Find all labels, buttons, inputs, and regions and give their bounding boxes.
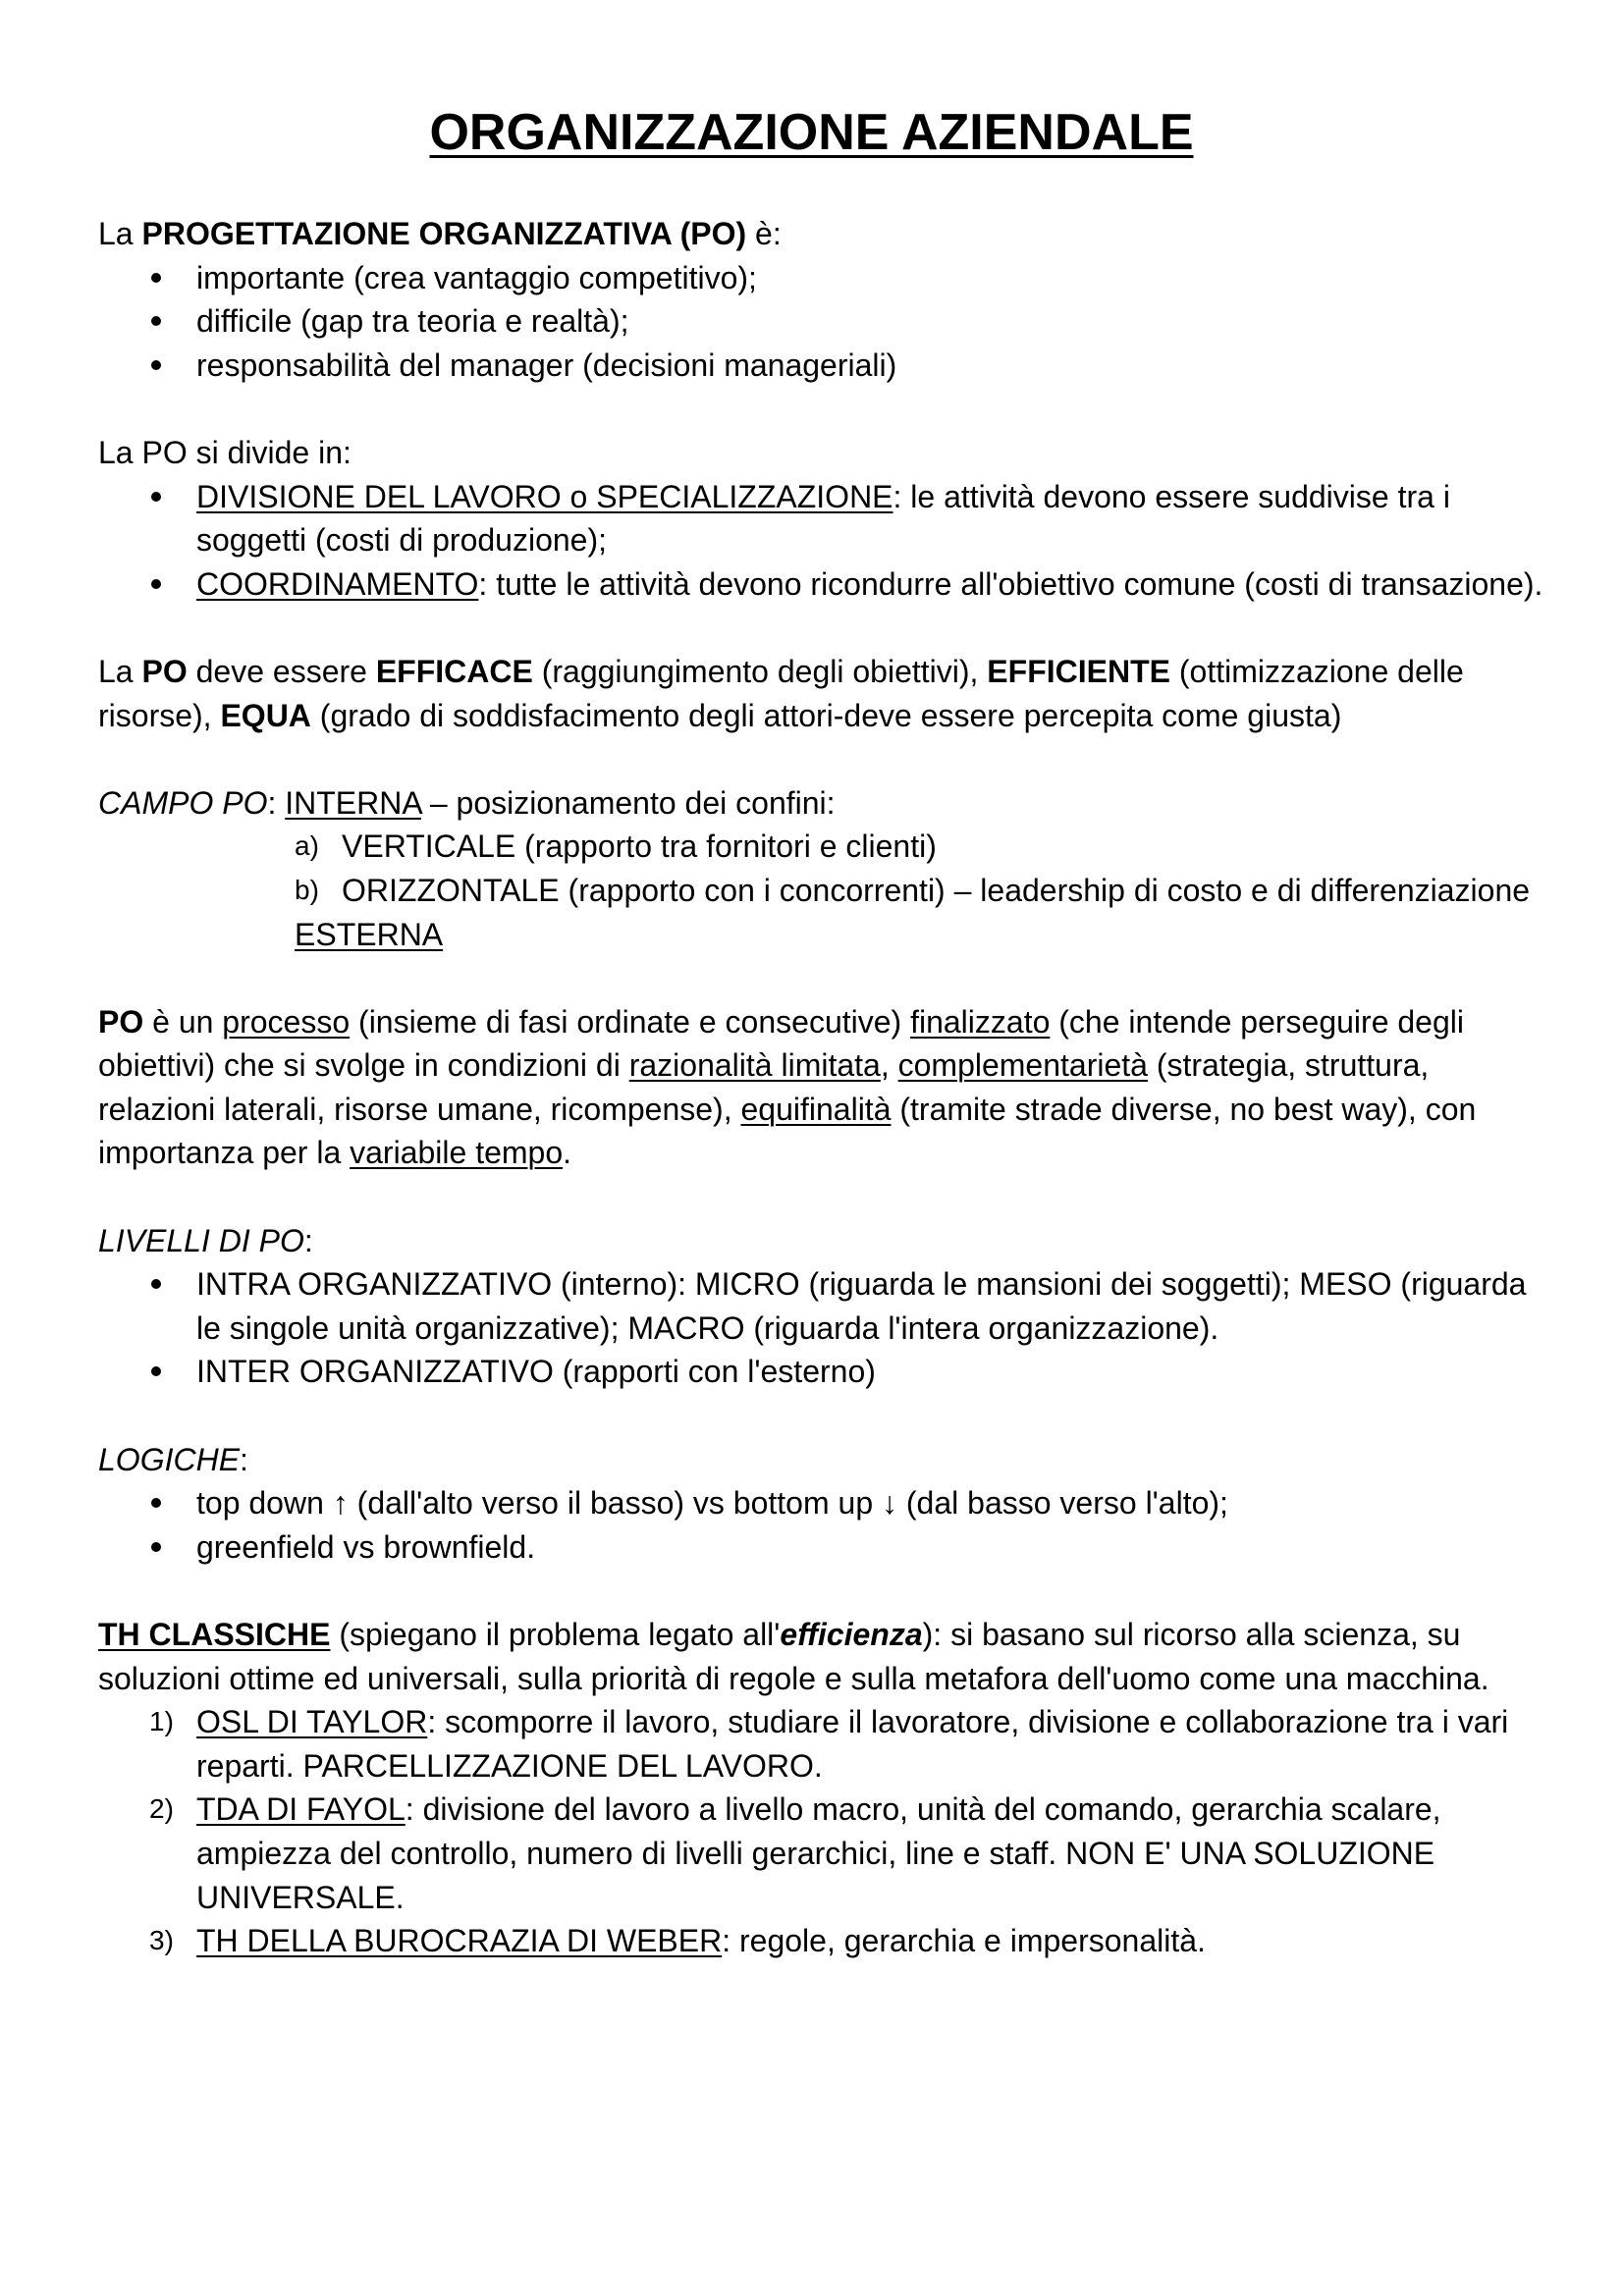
- bold-underlined-term: TH CLASSICHE: [98, 1617, 331, 1652]
- text: è un: [143, 1003, 223, 1040]
- text: (grado di soddisfacimento degli attori-deve essere percepita come giusta): [310, 697, 1342, 733]
- underlined-term: ESTERNA: [295, 916, 444, 952]
- list-item: [295, 825, 1551, 869]
- text: :: [240, 1441, 248, 1477]
- text: : divisione del lavoro a livello macro, unità del comando, gerarchia scalare, ampiezza del controllo, numero di livelli gerarchici, line e staff. NON E' UNA SOLUZIONE UNIVERSALE.: [196, 1791, 1441, 1915]
- campo-po-list: [295, 825, 1551, 912]
- logiche-heading: [98, 1438, 1551, 1482]
- po-division-intro: La PO si divide in:: [98, 434, 352, 470]
- list-item: [98, 562, 1551, 607]
- po-division-list: [98, 475, 1551, 607]
- underlined-term: equifinalità: [740, 1091, 892, 1127]
- bold-term: EFFICIENTE: [987, 653, 1170, 689]
- text: (strategia, struttura, relazioni laterali, risorse umane, ricompense),: [98, 1047, 1430, 1127]
- text: .: [563, 1135, 572, 1171]
- underlined-term: DIVISIONE DEL LAVORO o SPECIALIZZAZIONE: [196, 478, 893, 514]
- underlined-term: COORDINAMENTO: [196, 565, 479, 602]
- list-item: difficile (gap tra teoria e realtà);: [98, 299, 1551, 344]
- underlined-term: TDA DI FAYOL: [196, 1791, 406, 1828]
- th-classiche-list: [98, 1700, 1551, 1963]
- text: – posizionamento dei confini:: [420, 784, 836, 821]
- underlined-term: variabile tempo: [350, 1135, 564, 1171]
- text: (tramite strade diverse, no best way), con importanza per la: [98, 1091, 1477, 1171]
- text: è:: [746, 216, 782, 251]
- esterna-line: [98, 913, 1551, 957]
- document-body: [98, 212, 1551, 1963]
- bold-term: EFFICACE: [375, 653, 533, 689]
- underlined-term: finalizzato: [910, 1003, 1051, 1040]
- list-marker: 3): [149, 1925, 174, 1956]
- underlined-term: razionalità limitata: [628, 1047, 881, 1084]
- underlined-term: TH DELLA BUROCRAZIA DI WEBER: [196, 1923, 723, 1959]
- list-item: responsabilità del manager (decisioni manageriali): [98, 344, 1551, 388]
- list-item: [98, 1788, 1551, 1919]
- bold-term: PO: [141, 653, 188, 689]
- list-item: [98, 1700, 1551, 1788]
- text: (ottimizzazione delle risorse),: [98, 653, 1464, 733]
- list-item: INTER ORGANIZZATIVO (rapporti con l'esterno): [98, 1350, 1551, 1394]
- page-title: ORGANIZZAZIONE AZIENDALE: [429, 104, 1194, 161]
- list-item: top down ↑ (dall'alto verso il basso) vs bottom up ↓ (dal basso verso l'alto);: [98, 1481, 1551, 1525]
- text: ): si basano sul ricorso alla scienza, su soluzioni ottime ed universali, sulla priorità di regole e sulla metafora dell'uomo come una macchina.: [98, 1617, 1489, 1696]
- text: :: [303, 1222, 313, 1258]
- livelli-po-heading: [98, 1219, 1551, 1263]
- text: ,: [880, 1047, 898, 1084]
- text: (insieme di fasi ordinate e consecutive): [350, 1003, 911, 1040]
- text: (che intende perseguire degli obiettivi) che si svolge in condizioni di: [98, 1003, 1464, 1084]
- underlined-term: INTERNA: [285, 784, 421, 821]
- text: La: [98, 653, 142, 689]
- po-qualities-paragraph: [98, 650, 1551, 737]
- text: (raggiungimento degli obiettivi),: [532, 653, 988, 689]
- bold-term: EQUA: [220, 697, 311, 733]
- text: La: [98, 216, 142, 251]
- text: : scomporre il lavoro, studiare il lavoratore, divisione e collaborazione tra i vari reparti. PARCELLIZZAZIONE DEL LAVORO.: [196, 1704, 1509, 1784]
- list-item: [98, 1919, 1551, 1963]
- po-features-list: [98, 256, 1551, 388]
- list-item: greenfield vs brownfield.: [98, 1525, 1551, 1570]
- text: (spiegano il problema legato all': [330, 1617, 781, 1652]
- underlined-term: OSL DI TAYLOR: [196, 1704, 428, 1740]
- italic-label: LOGICHE: [98, 1441, 241, 1477]
- list-marker: a): [295, 830, 319, 862]
- th-classiche-paragraph: [98, 1613, 1551, 1700]
- po-intro: [98, 212, 1551, 256]
- bold-italic-term: efficienza: [780, 1617, 923, 1652]
- livelli-po-list: [98, 1262, 1551, 1394]
- list-marker: 1): [149, 1706, 174, 1737]
- campo-po-line: [98, 781, 1551, 826]
- text: ORIZZONTALE (rapporto con i concorrenti) – leadership di costo e di differenziazione: [342, 872, 1531, 908]
- list-item: importante (crea vantaggio competitivo);: [98, 256, 1551, 300]
- text: : regole, gerarchia e impersonalità.: [722, 1923, 1206, 1959]
- text: : le attività devono essere suddivise tra i soggetti (costi di produzione);: [196, 478, 1450, 559]
- list-marker: 2): [149, 1793, 174, 1825]
- underlined-term: complementarietà: [897, 1047, 1148, 1084]
- text: deve essere: [187, 653, 376, 689]
- logiche-list: [98, 1481, 1551, 1569]
- list-item: [98, 475, 1551, 562]
- po-process-paragraph: [98, 1000, 1551, 1175]
- text: :: [267, 784, 286, 821]
- bold-term: PROGETTAZIONE ORGANIZZATIVA (PO): [141, 216, 747, 251]
- list-item: INTRA ORGANIZZATIVO (interno): MICRO (riguarda le mansioni dei soggetti); MESO (riguarda le singole unità organizzative); MACRO (riguarda l'intera organizzazione).: [98, 1262, 1551, 1350]
- list-item: [295, 869, 1551, 913]
- text: VERTICALE (rapporto tra fornitori e clienti): [342, 828, 937, 865]
- italic-label: LIVELLI DI PO: [98, 1222, 304, 1258]
- text: : tutte le attività devono ricondurre all'obiettivo comune (costi di transazione).: [478, 565, 1543, 602]
- bold-term: PO: [98, 1003, 144, 1040]
- list-marker: b): [295, 874, 319, 905]
- underlined-term: processo: [222, 1003, 351, 1040]
- italic-label: CAMPO PO: [98, 784, 268, 821]
